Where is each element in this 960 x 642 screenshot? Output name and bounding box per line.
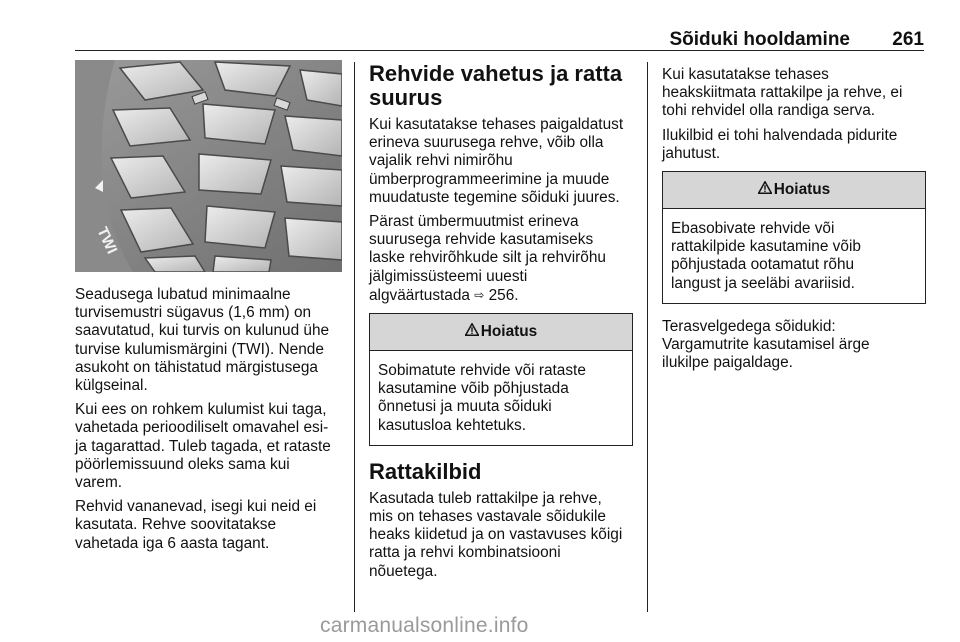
warning-box-wheel-covers [662, 171, 926, 304]
paragraph-different-size-tyres: Kui kasutatakse tehases paigaldatust erineva suurusega rehve, võib olla vajalik rehvi nimirõhu ümberprogrammeerimine ja muude muudatuste tegemine sõiduki juures. [369, 116, 624, 206]
page-number: 261 [892, 29, 924, 50]
paragraph-reset-pressure-monitoring [369, 213, 633, 305]
reset-text: Pärast ümbermuutmist erineva suurusega rehvide kasutamiseks laske rehvirõhkude silt ja rehvirõhu jälgimissüsteemi uuesti algväärtustada [369, 213, 606, 304]
column-2 [369, 62, 633, 587]
column-3 [662, 66, 926, 378]
warning-box-tyres [369, 313, 633, 446]
warning-triangle-icon [758, 181, 772, 199]
column-1 [75, 60, 343, 559]
warning-body: Sobimatute rehvide või rataste kasutamine võib põhjustada õnnetusi ja muuta sõiduki kasutusloa kehtetuks. [378, 362, 586, 434]
warning-triangle-icon [465, 323, 479, 341]
watermark: carmanualsonline.info [320, 614, 529, 637]
header-rule [75, 50, 924, 51]
paragraph-wheel-covers: Kasutada tuleb rattakilpe ja rehve, mis on tehases vastavale sõidukile heaks kiidetud ja on vastavuses kõigi ratta ja rehvi kombinatsiooni nõuetega. [369, 489, 623, 580]
tire-tread-illustration [75, 60, 342, 272]
page-reference-arrow-icon: ⇨ [474, 287, 485, 302]
paragraph-brake-cooling: Ilukilbid ei tohi halvendada pidurite jahutust. [662, 126, 898, 162]
paragraph-min-tread-depth: Seadusega lubatud minimaalne turvisemustri sügavus (1,6 mm) on saavutatud, kui turvis on kulunud ühe turvise kulumismärgini (TWI). Nende asukoht on tähistatud märgistusega külgseinal. [75, 286, 330, 395]
running-header-title: Sõiduki hooldamine [669, 29, 850, 50]
paragraph-tire-aging: Rehvid vananevad, isegi kui neid ei kasutata. Rehve soovitatakse vahetada iga 6 aasta tagant. [75, 498, 317, 552]
paragraph-unapproved-covers: Kui kasutatakse tehases heakskiitmata rattakilpe ja rehve, ei tohi rehvidel olla randiga serva. [662, 66, 903, 120]
paragraph-steel-rims: Terasvelgedega sõidukid: Vargamutrite kasutamisel ärge ilukilpe paigaldage. [662, 317, 870, 372]
paragraph-rotate-wheels: Kui ees on rohkem kulumist kui taga, vahetada perioodiliselt omavahel esi- ja tagarattad. Tuleb tagada, et rataste pöörlemissuund oleks sama kui varem. [75, 401, 331, 492]
column-divider-2 [647, 62, 648, 612]
warning-body: Ebasobivate rehvide või rattakilpide kasutamine võib põhjustada ootamatut rõhu langust ja seeläbi avariisid. [671, 220, 861, 292]
column-divider-1 [354, 62, 355, 612]
warning-header [370, 314, 632, 351]
warning-title: Hoiatus [773, 180, 831, 198]
page-reference[interactable]: 256. [488, 286, 519, 304]
twi-label: TWI [93, 224, 121, 257]
section-title-tyre-change: Rehvide vahetus ja ratta suurus [369, 61, 623, 110]
warning-header [663, 172, 925, 209]
warning-title: Hoiatus [480, 322, 538, 340]
section-title-wheel-covers: Rattakilbid [369, 458, 482, 484]
